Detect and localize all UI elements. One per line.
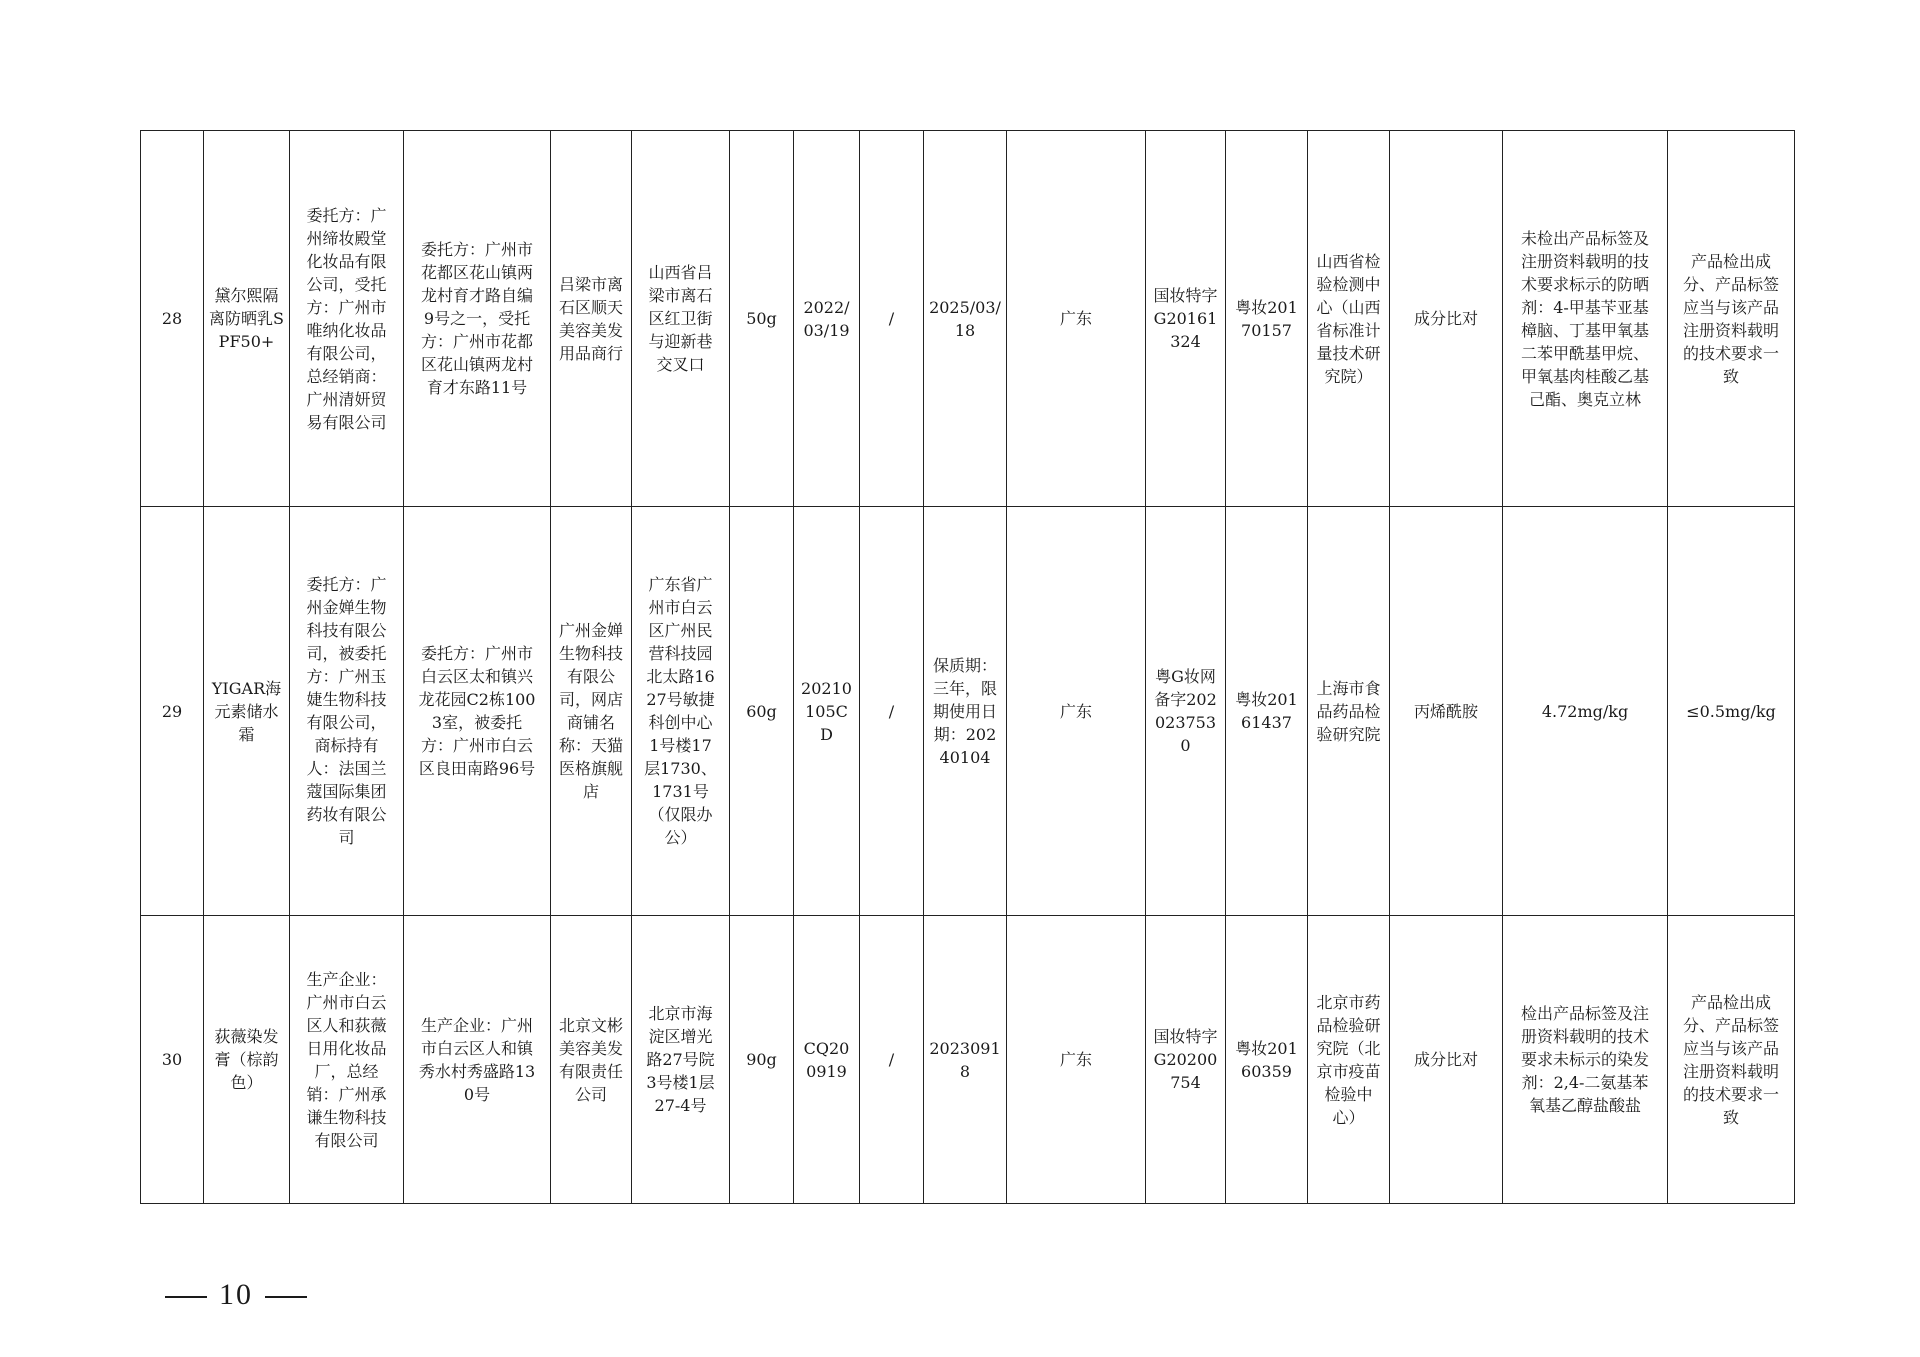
inspection-results-table bbox=[140, 130, 1795, 1204]
cell-production-date: / bbox=[860, 507, 924, 916]
cell-approval-no: 国妆特字G20161324 bbox=[1146, 131, 1226, 507]
cell-sampled-unit: 广州金婵生物科技有限公司，网店商铺名称：天猫医格旗舰店 bbox=[551, 507, 632, 916]
cell-license-no: 粤妆20160359 bbox=[1226, 916, 1308, 1204]
cell-approval-no: 国妆特字G20200754 bbox=[1146, 916, 1226, 1204]
cell-production-date: / bbox=[860, 131, 924, 507]
cell-spec: 60g bbox=[730, 507, 794, 916]
cell-province: 广东 bbox=[1007, 131, 1146, 507]
cell-product-name: 黛尔熙隔离防晒乳SPF50+ bbox=[204, 131, 290, 507]
cell-manufacturer: 委托方：广州金婵生物科技有限公司，被委托方：广州玉婕生物科技有限公司，商标持有人：法国兰蔻国际集团药妆有限公司 bbox=[290, 507, 404, 916]
cell-spec: 90g bbox=[730, 916, 794, 1204]
table-row bbox=[141, 916, 1795, 1204]
cell-batch: 2022/03/19 bbox=[794, 131, 860, 507]
cell-manufacturer-address: 生产企业：广州市白云区人和镇秀水村秀盛路130号 bbox=[404, 916, 551, 1204]
cell-manufacturer-address: 委托方：广州市花都区花山镇两龙村育才路自编9号之一，受托方：广州市花都区花山镇两龙村育才东路11号 bbox=[404, 131, 551, 507]
cell-province: 广东 bbox=[1007, 507, 1146, 916]
cell-standard: ≤0.5mg/kg bbox=[1668, 507, 1795, 916]
page-number: 10 bbox=[219, 1278, 253, 1311]
cell-no: 28 bbox=[141, 131, 204, 507]
cell-sampled-address: 广东省广州市白云区广州民营科技园北太路1627号敏捷科创中心1号楼17层1730、1731号（仅限办公） bbox=[632, 507, 730, 916]
cell-lab: 北京市药品检验研究院（北京市疫苗检验中心） bbox=[1308, 916, 1390, 1204]
cell-item: 丙烯酰胺 bbox=[1390, 507, 1503, 916]
page-number-footer bbox=[165, 1278, 307, 1312]
cell-lab: 山西省检验检测中心（山西省标准计量技术研究院） bbox=[1308, 131, 1390, 507]
cell-province: 广东 bbox=[1007, 916, 1146, 1204]
cell-result: 4.72mg/kg bbox=[1503, 507, 1668, 916]
cell-batch: 20210105CD bbox=[794, 507, 860, 916]
cell-manufacturer-address: 委托方：广州市白云区太和镇兴龙花园C2栋1003室，被委托方：广州市白云区良田南路96号 bbox=[404, 507, 551, 916]
cell-production-date: / bbox=[860, 916, 924, 1204]
cell-sampled-address: 山西省吕梁市离石区红卫街与迎新巷交叉口 bbox=[632, 131, 730, 507]
cell-expiry: 20230918 bbox=[924, 916, 1007, 1204]
cell-lab: 上海市食品药品检验研究院 bbox=[1308, 507, 1390, 916]
page-number-left-dash bbox=[165, 1296, 207, 1298]
cell-sampled-address: 北京市海淀区增光路27号院3号楼1层27-4号 bbox=[632, 916, 730, 1204]
cell-item: 成分比对 bbox=[1390, 131, 1503, 507]
page-number-right-dash bbox=[265, 1296, 307, 1298]
cell-expiry: 2025/03/18 bbox=[924, 131, 1007, 507]
cell-sampled-unit: 北京文彬美容美发有限责任公司 bbox=[551, 916, 632, 1204]
cell-sampled-unit: 吕梁市离石区顺天美容美发用品商行 bbox=[551, 131, 632, 507]
cell-manufacturer: 委托方：广州缔妆殿堂化妆品有限公司，受托方：广州市唯纳化妆品有限公司，总经销商：广州清妍贸易有限公司 bbox=[290, 131, 404, 507]
table-row bbox=[141, 507, 1795, 916]
cell-no: 30 bbox=[141, 916, 204, 1204]
cell-product-name: YIGAR海元素储水霜 bbox=[204, 507, 290, 916]
cell-approval-no: 粤G妆网备字2020237530 bbox=[1146, 507, 1226, 916]
cell-result: 未检出产品标签及注册资料载明的技术要求标示的防晒剂：4-甲基苄亚基樟脑、丁基甲氧基二苯甲酰基甲烷、甲氧基肉桂酸乙基己酯、奥克立林 bbox=[1503, 131, 1668, 507]
table-row bbox=[141, 131, 1795, 507]
cell-no: 29 bbox=[141, 507, 204, 916]
cell-result: 检出产品标签及注册资料载明的技术要求未标示的染发剂：2,4-二氨基苯氧基乙醇盐酸盐 bbox=[1503, 916, 1668, 1204]
cell-license-no: 粤妆20170157 bbox=[1226, 131, 1308, 507]
cell-item: 成分比对 bbox=[1390, 916, 1503, 1204]
cell-batch: CQ200919 bbox=[794, 916, 860, 1204]
cell-manufacturer: 生产企业：广州市白云区人和荻薇日用化妆品厂，总经销：广州承谦生物科技有限公司 bbox=[290, 916, 404, 1204]
cell-standard: 产品检出成分、产品标签应当与该产品注册资料载明的技术要求一致 bbox=[1668, 916, 1795, 1204]
cell-expiry: 保质期：三年，限期使用日期：20240104 bbox=[924, 507, 1007, 916]
cell-product-name: 荻薇染发膏（棕韵色） bbox=[204, 916, 290, 1204]
cell-spec: 50g bbox=[730, 131, 794, 507]
cell-license-no: 粤妆20161437 bbox=[1226, 507, 1308, 916]
cell-standard: 产品检出成分、产品标签应当与该产品注册资料载明的技术要求一致 bbox=[1668, 131, 1795, 507]
